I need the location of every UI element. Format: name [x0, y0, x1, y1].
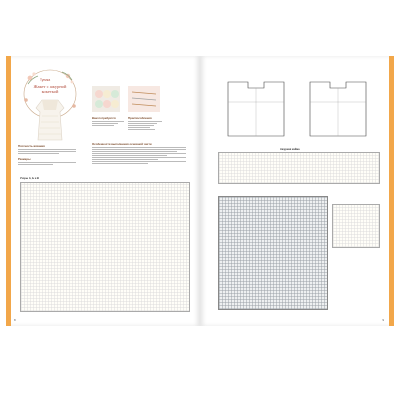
title-line-2: кокеткой [41, 89, 59, 94]
small-chart-right [332, 204, 380, 248]
chart-caption-left: Узоры А, Б и В [20, 177, 39, 180]
materials-block [92, 116, 124, 127]
tools-block [128, 116, 162, 131]
orange-edge-right [389, 56, 394, 326]
book-spread [6, 56, 394, 326]
right-page [200, 56, 394, 326]
tools-header: Приспособления [128, 116, 152, 120]
yarn-photo [92, 86, 120, 112]
pattern-notes-block [92, 142, 186, 165]
pattern-title [26, 84, 74, 94]
knitting-chart-left [20, 182, 190, 312]
hero-label: Туника [40, 78, 51, 82]
pattern-header: Особенности выполнения основной части [92, 142, 152, 146]
chart-caption-right: Ажурная кайма [280, 148, 300, 151]
lace-border-chart [218, 152, 380, 184]
gauge-block [18, 144, 76, 166]
page-number-right: 9 [382, 318, 384, 322]
title-line-1: Жакет с ажурной [33, 84, 67, 89]
left-page [6, 56, 200, 326]
orange-edge-left [6, 56, 11, 326]
needles-photo [128, 86, 160, 112]
sizes-header: Размеры [18, 157, 31, 161]
page-number-left: 8 [14, 318, 16, 322]
knitting-chart-right [218, 196, 328, 310]
tunic-photo [28, 96, 72, 142]
materials-header: Вам потребуется [92, 116, 116, 120]
schematic-front [218, 78, 294, 142]
gauge-header: Плотность вязания [18, 144, 45, 148]
schematic-back [300, 78, 376, 142]
